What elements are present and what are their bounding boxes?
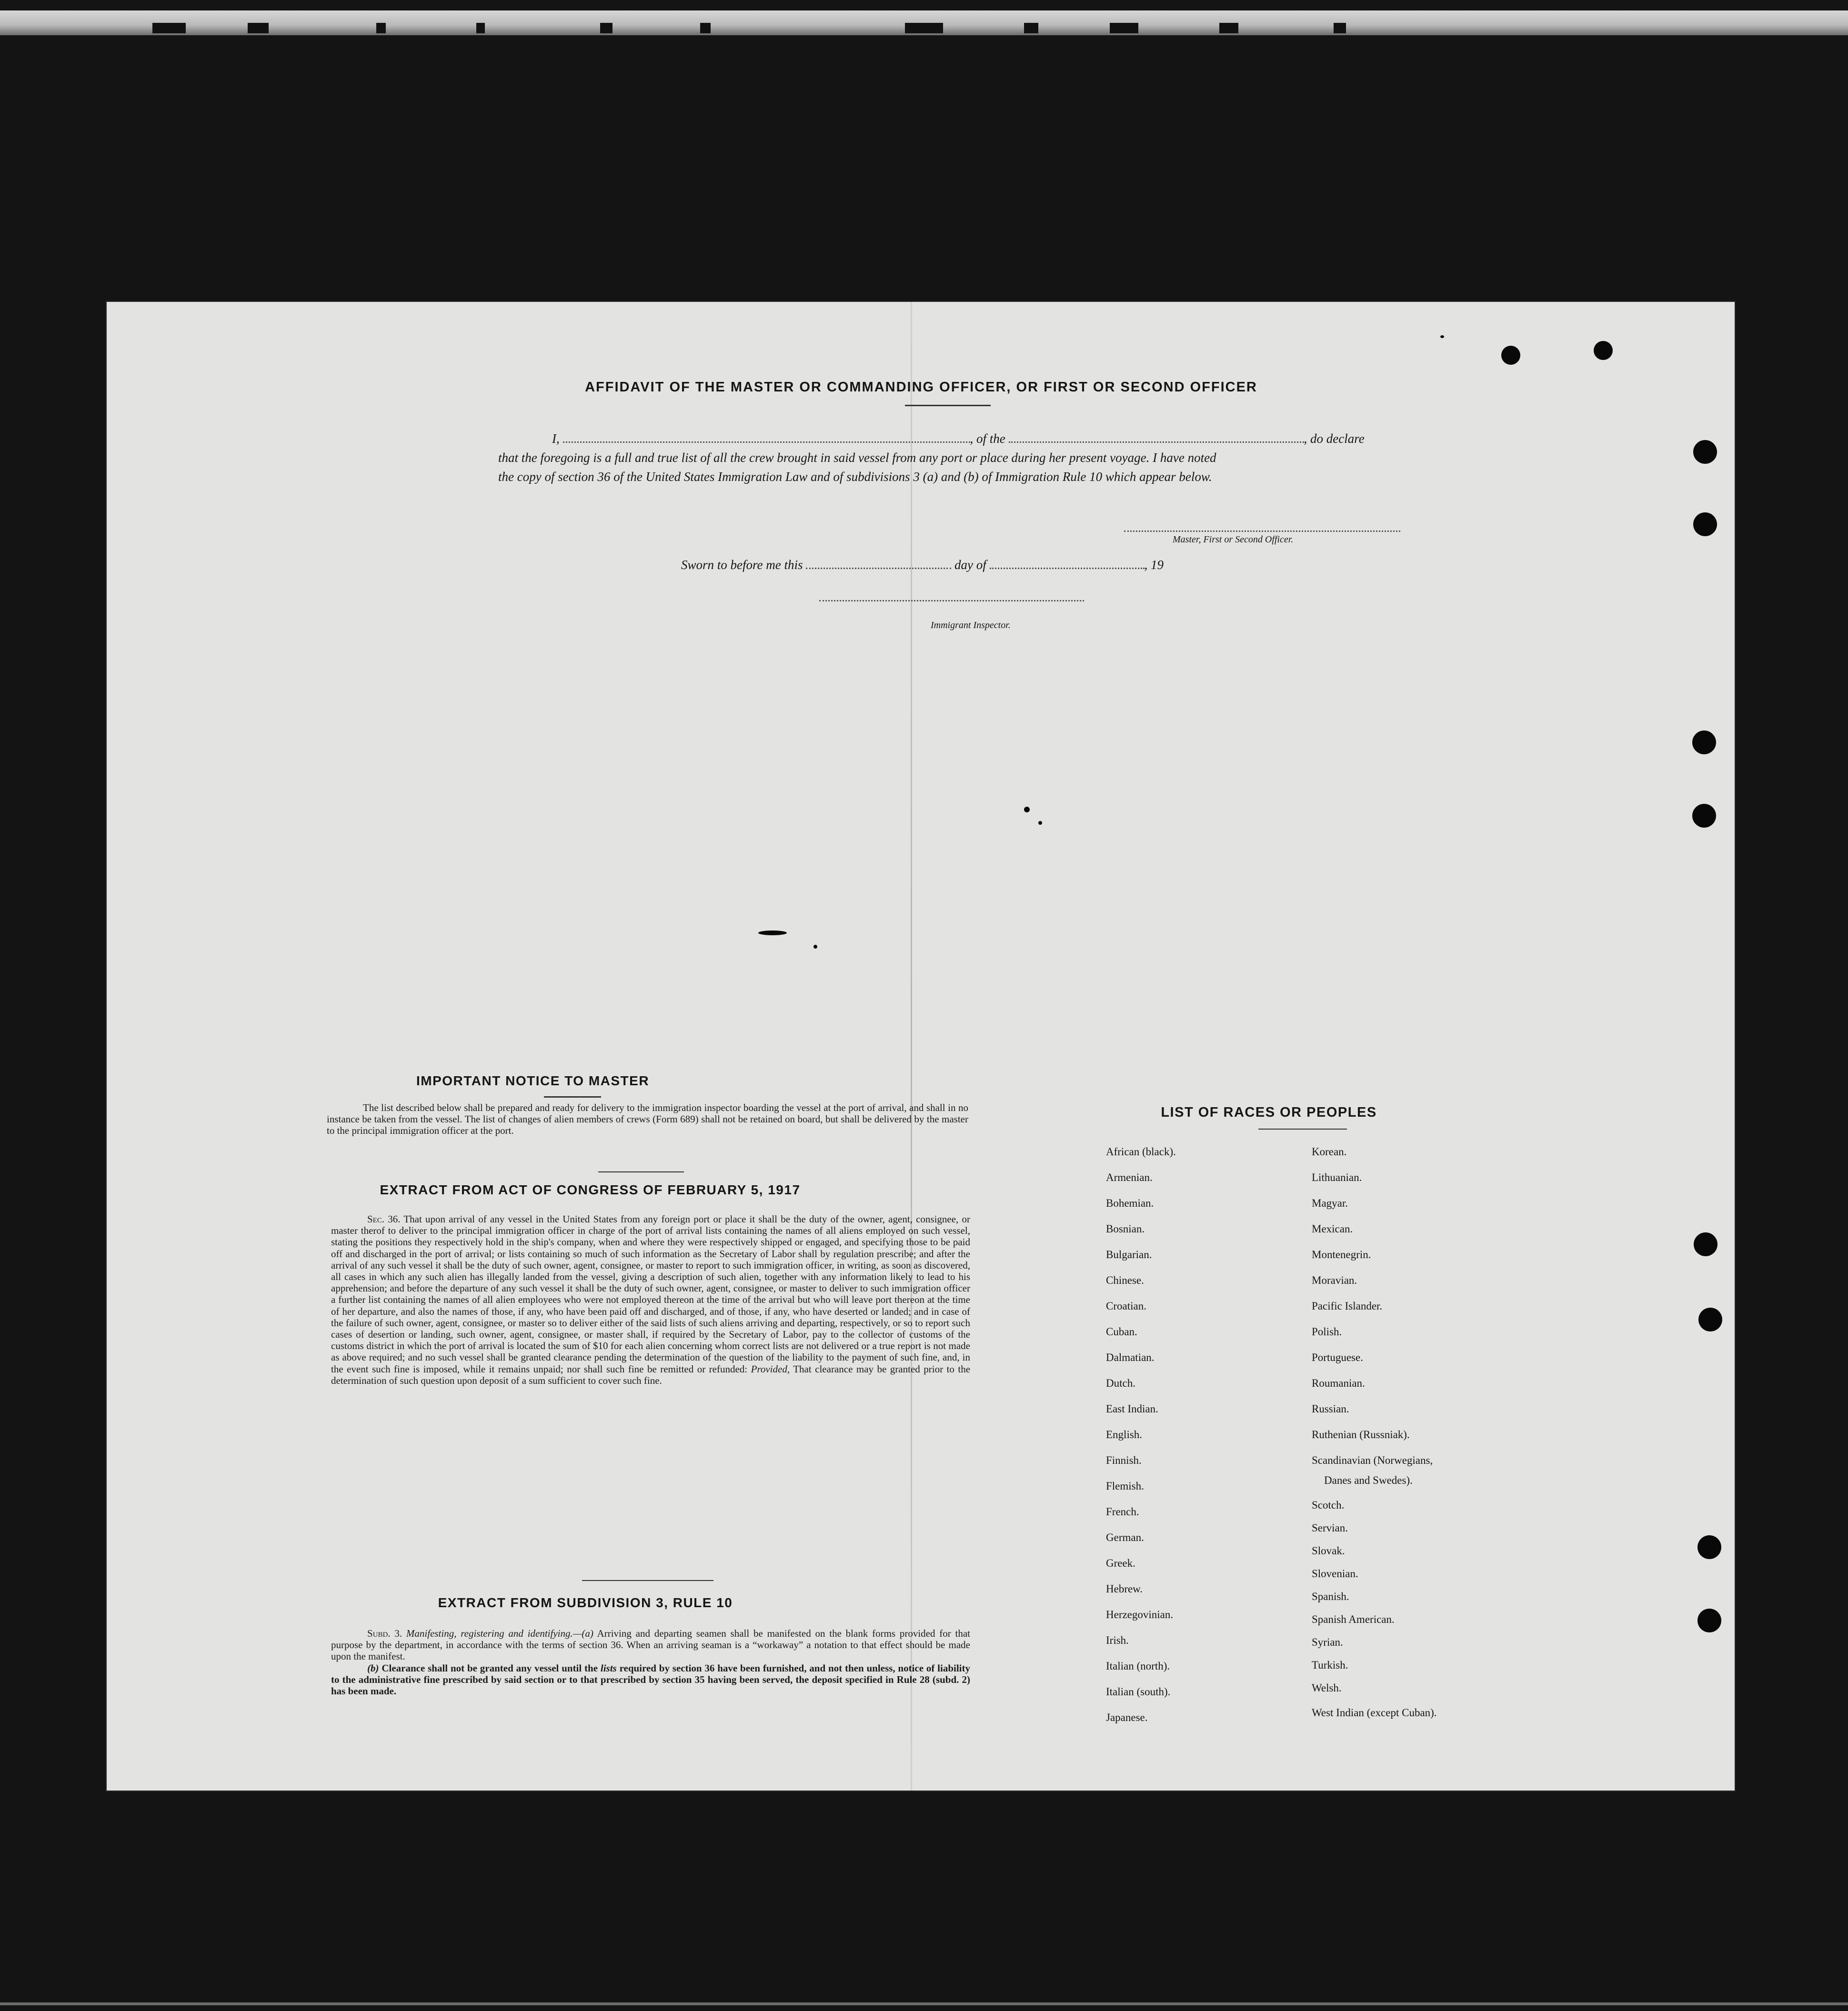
punch-hole (1692, 804, 1716, 828)
film-mark (376, 23, 386, 33)
race-item: Moravian. (1312, 1274, 1357, 1286)
race-item: Welsh. (1312, 1682, 1342, 1694)
declaration-line-2: that the foregoing is a full and true list of all the crew brought in said vessel from any port or place during her present voyage. I have noted (498, 450, 1216, 465)
subdivision-label: Subd. 3. (367, 1628, 402, 1639)
para-a (331, 1628, 970, 1662)
ink-speck (814, 945, 817, 949)
subdivision-heading: Manifesting, registering and identifying. (406, 1628, 573, 1639)
master-signature-label: Master, First or Second Officer. (1173, 534, 1294, 545)
race-item: Chinese. (1106, 1274, 1144, 1286)
punch-hole (1692, 730, 1716, 754)
race-item-scandinavian (1312, 1453, 1437, 1498)
race-item: Dalmatian. (1106, 1351, 1155, 1363)
name-blank[interactable] (563, 431, 970, 443)
races-left-column (1106, 1145, 1176, 1736)
film-mark (248, 23, 269, 33)
film-mark (1024, 23, 1038, 33)
race-item: Korean. (1312, 1146, 1347, 1158)
film-border-bottom (0, 2002, 1848, 2005)
film-mark (1219, 23, 1238, 33)
race-item: Spanish. (1312, 1591, 1349, 1602)
race-item: Spanish American. (1312, 1613, 1395, 1625)
film-mark (700, 23, 711, 33)
punch-hole (1693, 440, 1717, 464)
race-item: Herzegovinian. (1106, 1609, 1174, 1621)
section-divider (598, 1171, 684, 1172)
race-item: Pacific Islander. (1312, 1300, 1383, 1312)
race-item: Servian. (1312, 1522, 1348, 1534)
film-mark (1110, 23, 1138, 33)
page-fold (911, 302, 912, 1791)
section-label: Sec. 36. (367, 1213, 401, 1225)
race-item: Slovak. (1312, 1545, 1345, 1557)
race-item: Magyar. (1312, 1197, 1348, 1209)
sworn-text: Sworn to before me this (681, 558, 803, 572)
race-item: Syrian. (1312, 1636, 1343, 1648)
proviso-word: Provided, (751, 1363, 790, 1375)
act-extract-text (331, 1213, 970, 1386)
race-item: Irish. (1106, 1634, 1129, 1646)
race-item: East Indian. (1106, 1403, 1158, 1415)
ink-smudge (758, 930, 787, 935)
film-mark (905, 23, 943, 33)
race-item: West Indian (except Cuban). (1312, 1707, 1437, 1719)
race-item: Turkish. (1312, 1659, 1348, 1671)
declaration-of-the: , of the (970, 431, 1005, 446)
races-title: LIST OF RACES OR PEOPLES (1161, 1105, 1377, 1120)
act-extract-title: EXTRACT FROM ACT OF CONGRESS OF FEBRUARY 5, 1917 (380, 1182, 801, 1197)
declaration-end: , do declare (1304, 431, 1365, 446)
race-item: Croatian. (1106, 1300, 1146, 1312)
para-b-text-1: Clearance shall not be granted any vessel until the (382, 1662, 598, 1674)
race-item: Hebrew. (1106, 1583, 1143, 1595)
film-mark (476, 23, 485, 33)
race-item: Cuban. (1106, 1326, 1137, 1338)
race-item: Japanese. (1106, 1711, 1148, 1723)
para-b-marker: (b) (367, 1662, 379, 1674)
race-item: Ruthenian (Russniak). (1312, 1429, 1410, 1441)
ink-speck (1024, 807, 1030, 812)
inspector-label: Immigrant Inspector. (931, 620, 1011, 630)
declaration-line-3: the copy of section 36 of the United States Immigration Law and of subdivisions 3 (a) and (b) of Immigration Rule 10 which appear below. (498, 470, 1212, 484)
inspector-signature-line[interactable] (819, 600, 1084, 601)
day-of-text: day of (954, 558, 986, 572)
race-item: French. (1106, 1506, 1139, 1518)
notice-title: IMPORTANT NOTICE TO MASTER (416, 1073, 650, 1088)
punch-hole (1697, 1609, 1721, 1632)
para-b-text-2: required by section 36 have been furnished, and not then unless, notice of liability to the administrative fine prescribed by said section or to that prescribed by section 35 having been served, the deposit specified in Rule 28 (subd. 2) has been made. (331, 1662, 971, 1697)
para-a-text: Arriving and departing seamen shall be manifested on the blank forms provided for that purpose by the department, in accordance with the terms of section 36. When an arriving seaman is a “workaway” a notation to that effect should be made upon the manifest. (331, 1628, 971, 1662)
sworn-line (681, 555, 1164, 574)
race-item: Roumanian. (1312, 1377, 1365, 1389)
notice-text: The list described below shall be prepared and ready for delivery to the immigration inspector boarding the vessel at the port of arrival, and shall in no instance be taken from the vessel. The list of changes of alien members of crews (Form 689) shall not be retained on board, but shall be delivered by the master to the principal immigration officer at the port. (327, 1102, 968, 1137)
declaration-line-1 (552, 429, 1365, 448)
race-item: Lithuanian. (1312, 1171, 1362, 1183)
master-signature-line[interactable] (1124, 530, 1400, 532)
punch-hole (1694, 1232, 1717, 1256)
declaration-i: I, (552, 431, 560, 446)
races-right-column (1312, 1145, 1437, 1731)
proviso-text: That clearance may be granted prior to the determination of such question upon deposit of a sum sufficient to cover such fine. (331, 1363, 971, 1386)
para-b (331, 1662, 970, 1697)
ink-speck (1440, 335, 1444, 338)
rule-extract-text (331, 1628, 970, 1697)
section-divider (582, 1580, 713, 1581)
race-item: Finnish. (1106, 1454, 1142, 1466)
race-item: Italian (south). (1106, 1686, 1171, 1698)
race-item: Bohemian. (1106, 1197, 1154, 1209)
race-item: Slovenian. (1312, 1568, 1358, 1580)
affidavit-title: AFFIDAVIT OF THE MASTER OR COMMANDING OFFICER, OR FIRST OR SECOND OFFICER (585, 380, 1257, 395)
film-frame-marks (0, 23, 1848, 34)
race-item: Scandinavian (Norwegians, (1312, 1454, 1433, 1466)
vessel-blank[interactable] (1009, 431, 1304, 443)
rule-extract-title: EXTRACT FROM SUBDIVISION 3, RULE 10 (438, 1595, 733, 1610)
film-mark (1334, 23, 1346, 33)
para-a-marker: —(a) (572, 1628, 593, 1639)
film-mark (152, 23, 186, 33)
race-item: Mexican. (1312, 1223, 1353, 1235)
punch-hole (1693, 512, 1717, 536)
month-blank[interactable] (990, 557, 1145, 569)
race-item-continuation: Danes and Swedes). (1324, 1474, 1413, 1486)
document-page (107, 302, 1735, 1791)
section-36-text: That upon arrival of any vessel in the United States from any foreign port or place it shall be the duty of the owner, agent, consignee, or master therof to deliver to the principal immigration officer in charge of the port of arrival lists containing the names of all aliens employed on such vessel, stating the positions they respectively hold in the ship's company, when and where they were respectively shipped or engaged, and specifying those to be paid off and discharged in the port of arrival; or lists containing so much of such information as the Secretary of Labor shall by regulation prescribe; and after the arrival of any such vessel it shall be the duty of such owner, agent, consignee, or master to report to such immigration officer, in writing, as soon as discovered, all cases in which any such alien has illegally landed from the vessel, giving a description of such alien, together with any information likely to lead to his apprehension; and before the departure of any such vessel it shall be the duty of such owner, agent, consignee, or master to deliver to such immigration officer a further list containing the names of all alien employees who were not employed thereon at the time of the arrival but who will leave port thereon at the time of her departure, and also the names of those, if any, who have been paid off and discharged, and of those, if any, who have deserted or landed; and in case of the failure of such owner, agent, consignee, or master so to deliver either of the said lists of such aliens arriving and departing, respectively, or so to report such cases of desertion or landing, such owner, agent, consignee, or master shall, if required by the Secretary of Labor, pay to the collector of customs of the customs district in which the port of arrival is located the sum of $10 for each alien concerning whom correct lists are not delivered or a true report is not made as above required; and no such vessel shall be granted clearance pending the determination of the question of the liability to the payment of such fine, and, in the event such fine is imposed, while it remains unpaid; nor shall such fine be remitted or refunded: (331, 1213, 970, 1375)
race-item: Scotch. (1312, 1499, 1345, 1511)
race-item: Bulgarian. (1106, 1249, 1152, 1261)
race-item: Flemish. (1106, 1480, 1144, 1492)
race-item: English. (1106, 1429, 1143, 1441)
race-item: Italian (north). (1106, 1660, 1170, 1672)
race-item: Russian. (1312, 1403, 1349, 1415)
film-mark (600, 23, 613, 33)
punch-hole (1501, 346, 1520, 365)
race-item: Bosnian. (1106, 1223, 1145, 1235)
punch-hole (1698, 1308, 1722, 1331)
races-rule (1258, 1129, 1347, 1130)
punch-hole (1594, 341, 1613, 360)
year-text: , 19 (1144, 558, 1164, 572)
title-rule (905, 405, 991, 406)
punch-hole (1697, 1535, 1721, 1559)
ink-speck (1038, 821, 1042, 825)
race-item: Portuguese. (1312, 1351, 1363, 1363)
day-blank[interactable] (806, 557, 951, 569)
lists-word: lists (600, 1662, 617, 1674)
notice-rule (544, 1096, 601, 1098)
race-item: Armenian. (1106, 1171, 1153, 1183)
race-item: German. (1106, 1531, 1144, 1543)
race-item: Polish. (1312, 1326, 1342, 1338)
race-item: Montenegrin. (1312, 1249, 1371, 1261)
race-item: Greek. (1106, 1557, 1135, 1569)
race-item: Dutch. (1106, 1377, 1135, 1389)
race-item: African (black). (1106, 1146, 1176, 1158)
